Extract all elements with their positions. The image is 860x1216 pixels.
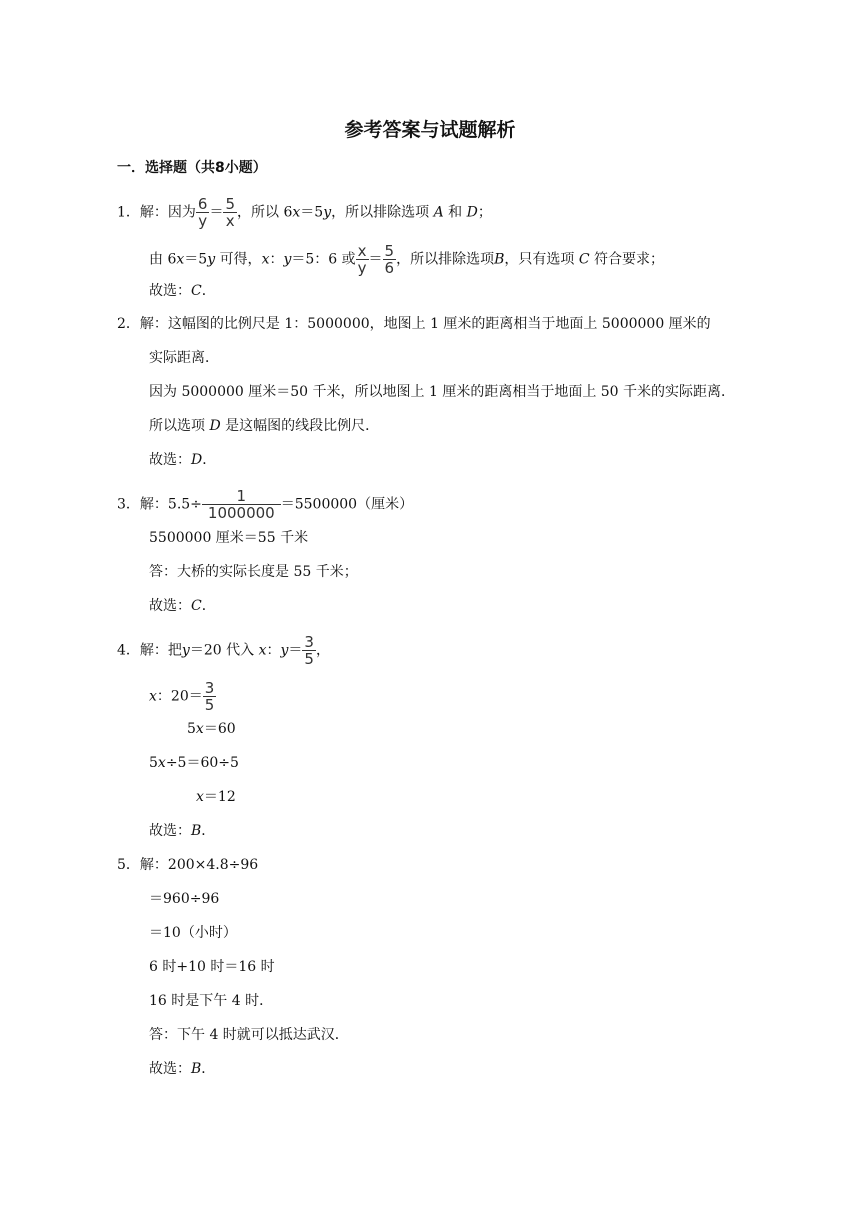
q4-line-2: x：20＝ $\frac{3}{5}$ (149, 679, 215, 714)
page-title: 参考答案与试题解析 (344, 119, 516, 141)
fraction-5-over-x: $\frac{5}{x}$ (225, 195, 236, 230)
fraction-5-over-6: $\frac{5}{6}$ (384, 242, 395, 277)
q2-answer: 故选：D． (149, 452, 217, 468)
q5-line-3: ＝10（小时） (149, 925, 237, 941)
q2-line-1: 2．解：这幅图的比例尺是 1：5000000，地图上 1 厘米的距离相当于地面上 5000000 厘米的 (117, 316, 711, 332)
fraction-3-over-5: $\frac{3}{5}$ (204, 679, 215, 714)
q2-number: 2． (117, 316, 140, 332)
fraction-6-over-y: $\frac{6}{y}$ (197, 195, 208, 230)
q5-line-1: 5．解：200×4.8÷96 (117, 857, 259, 873)
q1-answer: 故选：C． (149, 283, 216, 299)
q4-line-1: 4．解：把y＝20 代入 x：y＝ $\frac{3}{5}$ ， (117, 633, 330, 668)
q1-line-1: 1．解：因为 $\frac{6}{y}$ ＝ $\frac{5}{x}$ ，所以 6x＝5y，所以排除选项 A 和 D； (117, 195, 492, 230)
fraction-1-over-1000000: $\frac{1}{1000000}$ (202, 488, 281, 521)
q2-line-4: 所以选项 D 是这幅图的线段比例尺． (149, 418, 380, 434)
q3-line-3: 答：大桥的实际长度是 55 千米； (149, 564, 358, 580)
q2-line-2: 实际距离． (149, 350, 219, 366)
q5-number: 5． (117, 857, 140, 873)
q1-number: 1． (117, 204, 140, 221)
q5-answer: 故选：B． (149, 1061, 216, 1077)
q3-answer: 故选：C． (149, 598, 216, 614)
q5-line-2: ＝960÷96 (149, 891, 220, 907)
q2-line-3: 因为 5000000 厘米＝50 千米，所以地图上 1 厘米的距离相当于地面上 50 千米的实际距离． (149, 384, 736, 400)
fraction-3-over-5: $\frac{3}{5}$ (304, 633, 314, 668)
q4-answer: 故选：B． (149, 823, 216, 839)
q4-line-4: 5x÷5＝60÷5 (149, 755, 239, 771)
q3-line-1: 3．解：5.5÷ $\frac{1}{1000000}$ ＝5500000（厘米） (117, 487, 414, 522)
q5-line-4: 6 时+10 时＝16 时 (149, 959, 275, 975)
q1-line-2: 由 6x＝5y 可得，x：y＝5：6 或 $\frac{x}{y}$ ＝ $\frac{5}{6}$ ，所以排除选项B，只有选项 C 符合要求； (149, 242, 665, 277)
q3-number: 3． (117, 496, 140, 513)
q3-line-2: 5500000 厘米＝55 千米 (149, 530, 309, 546)
q5-line-6: 答：下午 4 时就可以抵达武汉． (149, 1027, 349, 1043)
q4-line-3: 5x＝60 (187, 721, 236, 737)
section-heading: 一．选择题（共8小题） (117, 160, 267, 176)
q5-line-5: 16 时是下午 4 时． (149, 993, 274, 1009)
q4-number: 4． (117, 642, 140, 659)
fraction-x-over-y: $\frac{x}{y}$ (357, 242, 367, 277)
q4-line-5: x＝12 (196, 789, 236, 805)
